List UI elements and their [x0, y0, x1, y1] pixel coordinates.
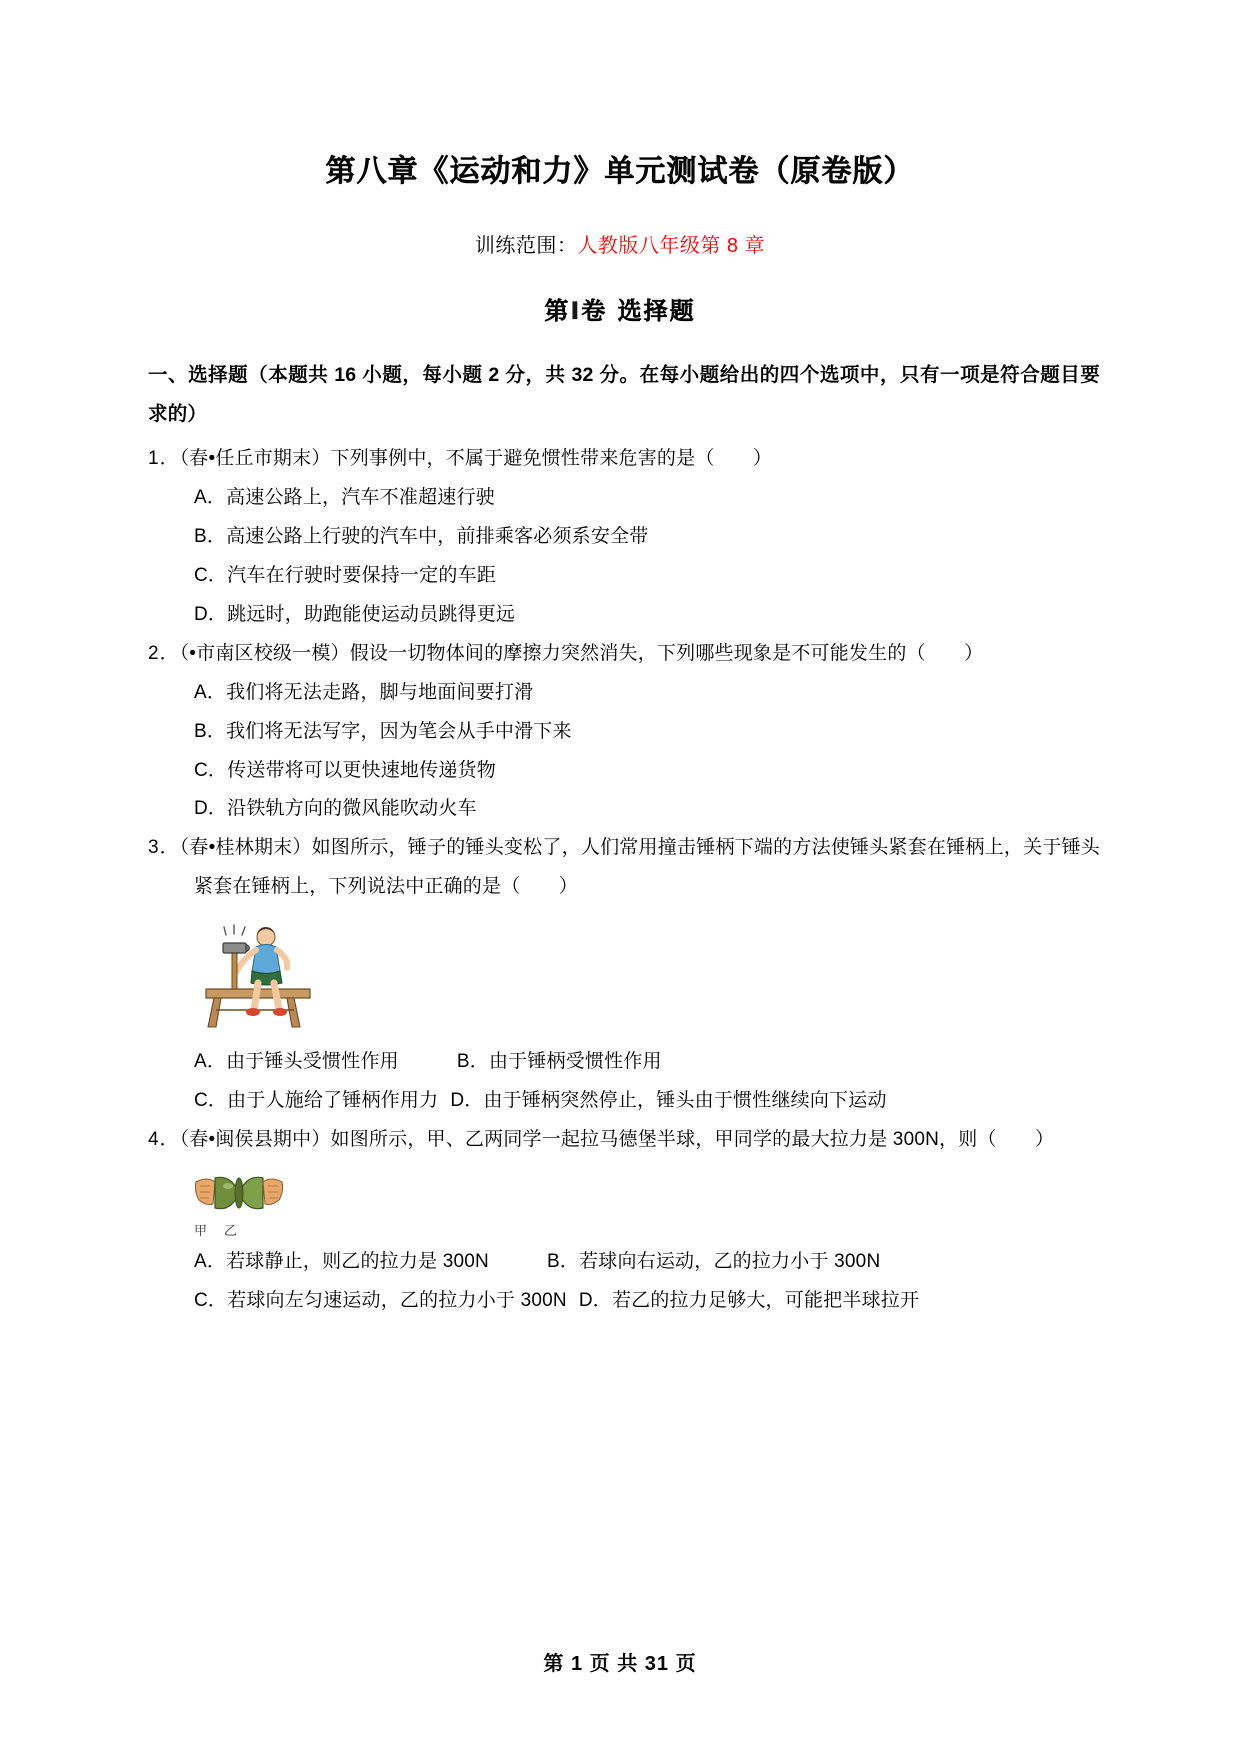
exam-content — [0, 356, 1240, 1321]
question-1-option-c: C．汽车在行驶时要保持一定的车距 — [194, 564, 496, 586]
question-1-option-a: A．高速公路上，汽车不准超速行驶 — [194, 486, 495, 508]
page-title: 第八章《运动和力》单元测试卷（原卷版） — [325, 154, 915, 189]
question-2-text: 假设一切物体间的摩擦力突然消失，下列哪些现象是不可能发生的（ ） — [349, 642, 984, 664]
question-2-option-c: C．传送带将可以更快速地传递货物 — [194, 759, 496, 781]
magdeburg-hemispheres-illustration — [194, 1170, 286, 1216]
question-3-option-a: A．由于锤头受惯性作用 — [194, 1051, 399, 1073]
question-3-option-c: C．由于人施给了锤柄作用力 — [194, 1090, 439, 1112]
training-range — [0, 191, 1240, 258]
training-range-value: 人教版八年级第 8 章 — [577, 235, 766, 257]
question-4-source: （春•闽侯县期中） — [179, 1129, 331, 1151]
instructions-paragraph: 一、选择题（本题共 16 小题，每小题 2 分，共 32 分。在每小题给出的四个选项中，只有一项是符合题目要求的） — [148, 364, 1100, 425]
page-footer: 第 1 页 共 31 页 — [543, 1653, 697, 1675]
question-1-option-b: B．高速公路上行驶的汽车中，前排乘客必须系安全带 — [194, 525, 649, 547]
hammer-bench-illustration — [194, 917, 334, 1035]
question-4-stem — [148, 1121, 1100, 1160]
question-2-number: 2． — [148, 642, 180, 664]
question-2-stem — [148, 635, 1100, 674]
training-range-label: 训练范围： — [474, 235, 578, 257]
question-2-source: （•市南区校级一模） — [179, 642, 350, 664]
question-4-option-a: A．若球静止，则乙的拉力是 300N — [194, 1251, 489, 1273]
question-2-option-d: D．沿铁轨方向的微风能吹动火车 — [194, 798, 477, 820]
question-4-option-c: C．若球向左匀速运动，乙的拉力小于 300N — [194, 1290, 567, 1311]
question-1-source: （春•任丘市期末） — [179, 448, 331, 469]
question-1 — [148, 440, 1100, 635]
figure-label-left: 甲 — [194, 1223, 209, 1239]
question-2-option-a: A．我们将无法走路，脚与地面间要打滑 — [194, 681, 534, 703]
question-2 — [148, 635, 1100, 830]
question-3 — [148, 829, 1100, 1121]
question-4-option-row-2 — [148, 1282, 1100, 1321]
question-3-option-b: B．由于锤柄受惯性作用 — [456, 1051, 662, 1073]
question-4-option-row-1 — [148, 1243, 1100, 1282]
question-3-option-row-2 — [148, 1082, 1100, 1121]
question-3-source: （春•桂林期末） — [179, 837, 312, 859]
question-4-number: 4． — [148, 1129, 180, 1151]
question-3-number: 3． — [148, 837, 180, 859]
question-1-stem — [148, 440, 1100, 479]
question-4-figure — [148, 1170, 1100, 1216]
question-1-text: 下列事例中，不属于避免惯性带来危害的是（ ） — [330, 448, 773, 469]
question-3-text: 如图所示，锤子的锤头变松了，人们常用撞击锤柄下端的方法使锤头紧套在锤柄上，关于锤头紧套在锤柄上，下列说法中正确的是（ ） — [194, 837, 1101, 898]
question-4-figure-caption — [148, 1220, 1100, 1239]
question-2-option-b: B．我们将无法写字，因为笔会从手中滑下来 — [194, 720, 572, 742]
question-1-option-d: D．跳远时，助跑能使运动员跳得更远 — [194, 603, 516, 625]
question-3-option-row-1 — [148, 1043, 1100, 1082]
question-3-figure — [148, 917, 1100, 1035]
figure-label-right: 乙 — [224, 1223, 239, 1239]
question-3-option-d: D．由于锤柄突然停止，锤头由于惯性继续向下运动 — [450, 1090, 887, 1112]
question-4-option-b: B．若球向右运动，乙的拉力小于 300N — [546, 1251, 881, 1273]
question-4-option-d: D．若乙的拉力足够大，可能把半球拉开 — [578, 1290, 920, 1311]
question-1-number: 1． — [148, 448, 180, 469]
question-4 — [148, 1121, 1100, 1321]
section-heading: 第Ⅰ卷 选择题 — [544, 297, 696, 325]
question-4-text: 如图所示，甲、乙两同学一起拉马德堡半球，甲同学的最大拉力是 300N，则（ ） — [330, 1129, 1055, 1151]
question-3-stem — [148, 829, 1100, 907]
